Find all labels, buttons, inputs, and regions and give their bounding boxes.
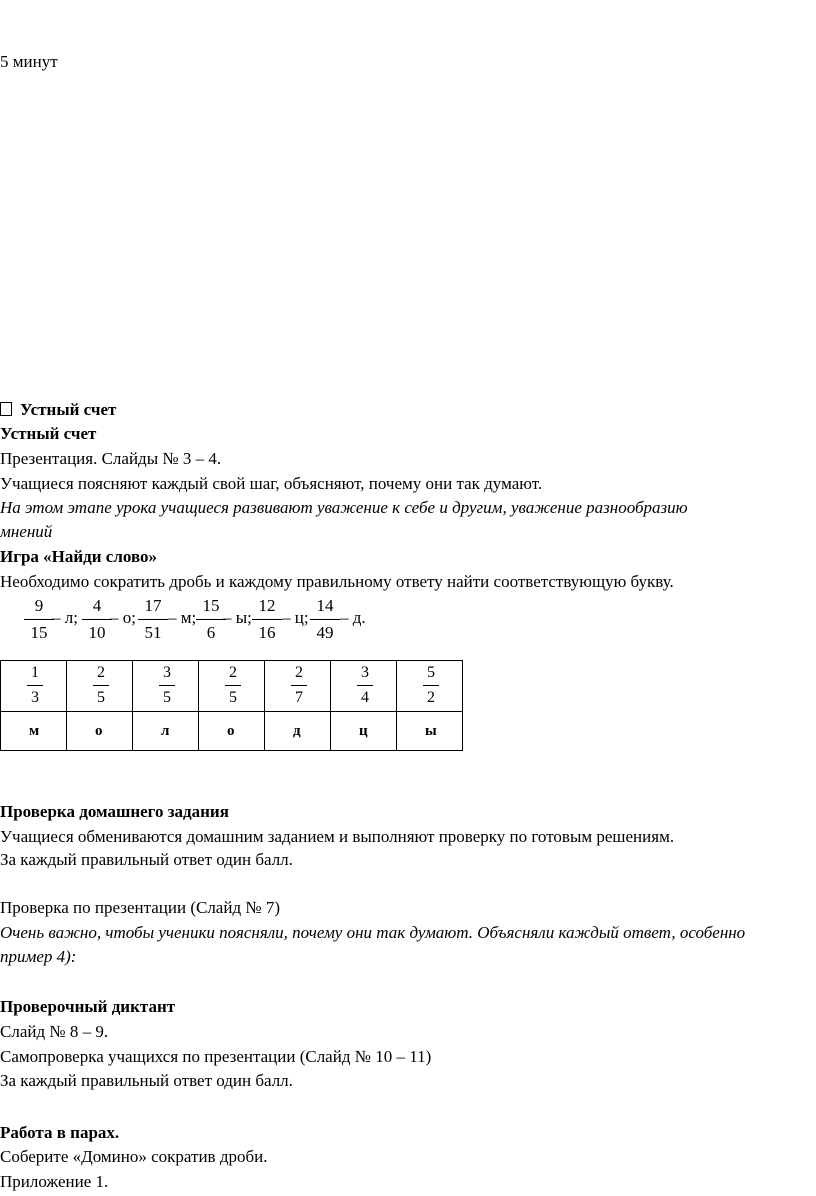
dictation-line-2: Самопроверка учащихся по презентации (Слайд № 10 – 11) xyxy=(0,1047,432,1066)
homework-italic-1: Очень важно, чтобы ученики поясняли, почему они так думают. Объясняли каждый ответ, особенно xyxy=(0,923,746,942)
oral-italic-1: На этом этапе урока учащиеся развивают уважение к себе и другим, уважение разнообразию xyxy=(0,498,688,517)
letter: л xyxy=(161,723,170,739)
table-cell xyxy=(67,661,133,712)
section-title-game: Игра «Найди слово» xyxy=(0,547,158,566)
bullet-box-icon xyxy=(0,402,12,416)
table-cell xyxy=(67,712,133,751)
fraction xyxy=(250,596,284,643)
numerator: 12 xyxy=(258,596,276,615)
fraction xyxy=(136,596,170,643)
table-cell xyxy=(1,712,67,751)
homework-line-1: Учащиеся обмениваются домашним заданием и выполняют проверку по готовым решениям. xyxy=(0,827,675,846)
fraction xyxy=(308,596,342,643)
letter: о xyxy=(227,723,235,739)
pairs-line-2: Приложение 1. xyxy=(0,1172,109,1191)
dictation-line-1: Слайд № 8 – 9. xyxy=(0,1022,109,1041)
fraction-letter: – ц; xyxy=(282,608,309,627)
oral-line-1: Презентация. Слайды № 3 – 4. xyxy=(0,449,222,468)
homework-italic-2: пример 4): xyxy=(0,947,77,966)
table-cell xyxy=(199,661,265,712)
numerator: 4 xyxy=(92,596,102,615)
denominator: 3 xyxy=(31,688,39,706)
table-cell xyxy=(133,661,199,712)
numerator: 14 xyxy=(316,596,334,615)
letter: м xyxy=(29,723,40,739)
fraction-letter: – д. xyxy=(340,608,366,627)
answer-table xyxy=(0,660,463,751)
table-cell xyxy=(331,712,397,751)
section-title-dictation: Проверочный диктант xyxy=(0,997,176,1016)
numerator: 3 xyxy=(361,663,369,681)
fraction xyxy=(80,596,114,643)
numerator: 1 xyxy=(31,663,39,681)
pairs-line-1: Соберите «Домино» сократив дроби. xyxy=(0,1147,268,1166)
fraction xyxy=(22,596,56,643)
table-row-letters xyxy=(1,712,463,751)
table-cell xyxy=(265,712,331,751)
fraction-letter: – м; xyxy=(168,608,197,627)
fraction-letter: – о; xyxy=(110,608,136,627)
letter: о xyxy=(95,723,103,739)
table-cell xyxy=(397,712,463,751)
denominator: 2 xyxy=(427,688,435,706)
time-note: 5 минут xyxy=(0,52,58,71)
table-row-fractions xyxy=(1,661,463,712)
denominator: 10 xyxy=(88,623,106,642)
denominator: 5 xyxy=(97,688,105,706)
fraction-letter: – л; xyxy=(52,608,78,627)
table-cell xyxy=(397,661,463,712)
homework-line-2: За каждый правильный ответ один балл. xyxy=(0,850,293,869)
oral-line-2: Учащиеся поясняют каждый свой шаг, объясняют, почему они так думают. xyxy=(0,474,543,493)
letter: ы xyxy=(425,723,437,739)
bullet-heading-text: Устный счет xyxy=(20,400,117,419)
numerator: 2 xyxy=(97,663,105,681)
fraction-letter: – ы; xyxy=(223,608,252,627)
dictation-line-3: За каждый правильный ответ один балл. xyxy=(0,1071,293,1090)
denominator: 5 xyxy=(229,688,237,706)
bullet-heading xyxy=(0,398,116,422)
denominator: 49 xyxy=(316,623,334,642)
denominator: 4 xyxy=(361,688,369,706)
denominator: 6 xyxy=(206,623,216,642)
denominator: 51 xyxy=(144,623,162,642)
game-instruction: Необходимо сократить дробь и каждому правильному ответу найти соответствующую букву. xyxy=(0,572,674,591)
numerator: 5 xyxy=(427,663,435,681)
section-title-pairs: Работа в парах. xyxy=(0,1123,120,1142)
denominator: 5 xyxy=(163,688,171,706)
table-cell xyxy=(133,712,199,751)
denominator: 16 xyxy=(258,623,276,642)
section-title-oral: Устный счет xyxy=(0,424,97,443)
table-cell xyxy=(265,661,331,712)
letter: д xyxy=(293,723,301,739)
denominator: 7 xyxy=(295,688,303,706)
letter: ц xyxy=(359,723,368,739)
numerator: 9 xyxy=(34,596,44,615)
numerator: 2 xyxy=(295,663,303,681)
numerator: 17 xyxy=(144,596,162,615)
table-cell xyxy=(1,661,67,712)
numerator: 2 xyxy=(229,663,237,681)
homework-line-3: Проверка по презентации (Слайд № 7) xyxy=(0,898,280,917)
oral-italic-2: мнений xyxy=(0,522,53,541)
numerator: 15 xyxy=(202,596,220,615)
table-cell xyxy=(199,712,265,751)
numerator: 3 xyxy=(163,663,171,681)
denominator: 15 xyxy=(30,623,48,642)
table-cell xyxy=(331,661,397,712)
section-title-homework: Проверка домашнего задания xyxy=(0,802,229,821)
